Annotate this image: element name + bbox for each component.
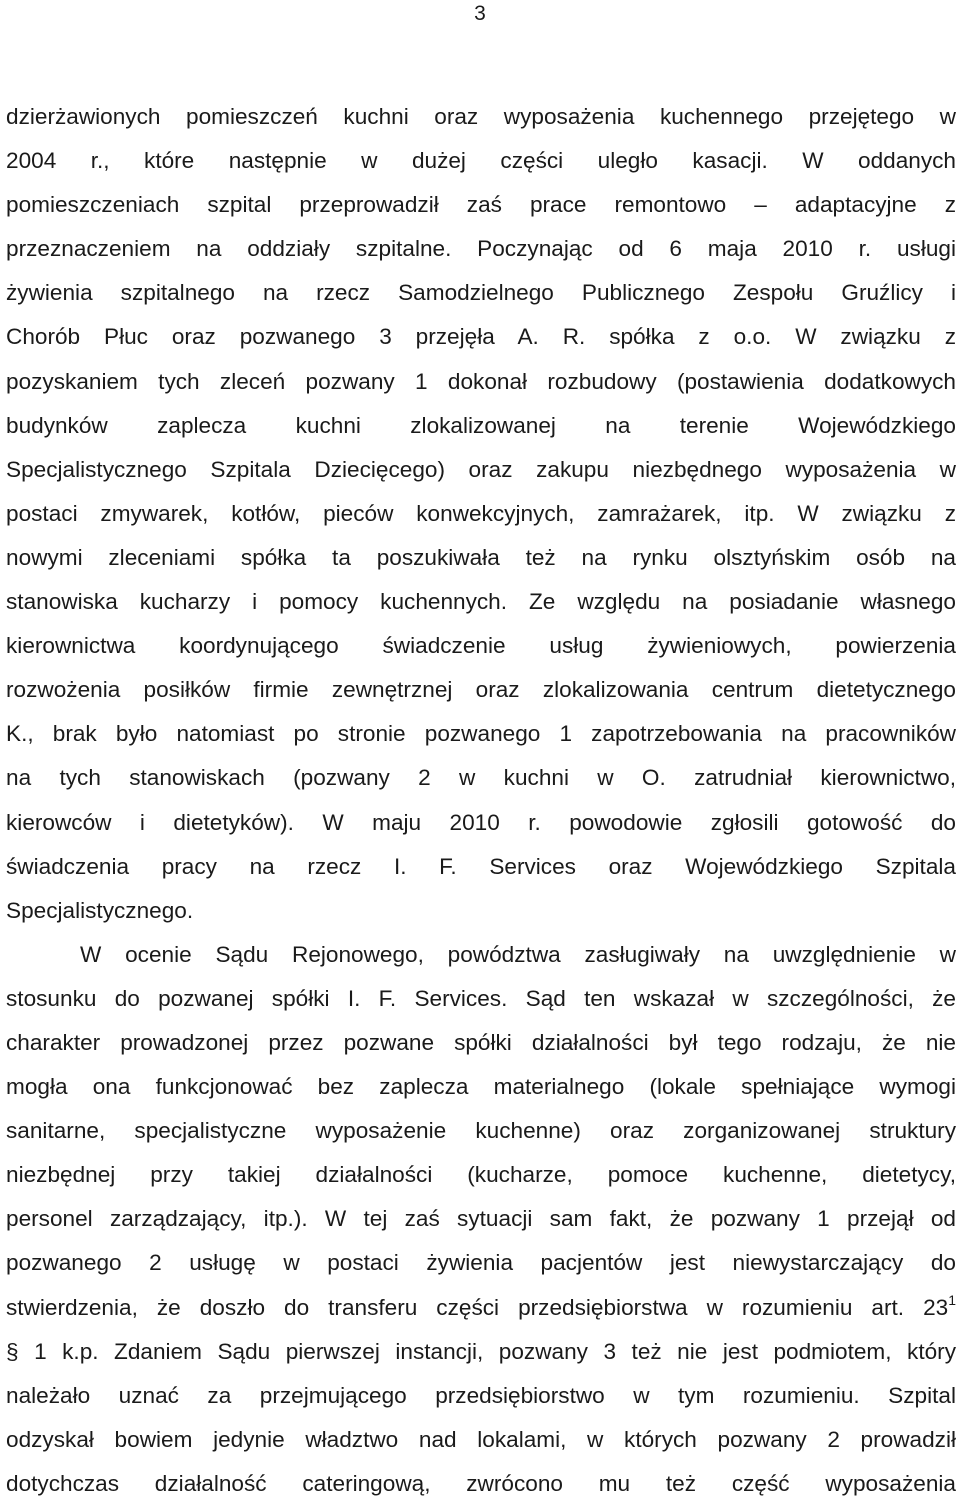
text-line: żywienia szpitalnego na rzecz Samodzielnego Publicznego Zespołu Gruźlicy i: [6, 280, 956, 306]
text-line: postaci zmywarek, kotłów, pieców konwekcyjnych, zamrażarek, itp. W związku z: [6, 500, 956, 526]
text-line: Specjalistycznego Szpitala Dziecięcego) oraz zakupu niezbędnego wyposażenia w: [6, 456, 956, 482]
document-body: [6, 95, 956, 1506]
text-line-with-footnote: [6, 1286, 956, 1330]
line-text: stwierdzenia, że doszło do transferu części przedsiębiorstwa w rozumieniu art. 23: [6, 1294, 949, 1320]
text-line: K., brak było natomiast po stronie pozwanego 1 zapotrzebowania na pracowników: [6, 721, 956, 747]
text-line: pomieszczeniach szpital przeprowadził zaś prace remontowo – adaptacyjne z: [6, 192, 956, 218]
text-line: 2004 r., które następnie w dużej części uległo kasacji. W oddanych: [6, 148, 956, 174]
text-line: § 1 k.p. Zdaniem Sądu pierwszej instancji, pozwany 3 też nie jest podmiotem, który: [6, 1338, 956, 1364]
text-line: personel zarządzający, itp.). W tej zaś sytuacji sam fakt, że pozwany 1 przejął od: [6, 1206, 956, 1232]
text-line: niezbędnej przy takiej działalności (kucharze, pomoce kuchenne, dietetycy,: [6, 1162, 956, 1188]
text-line: Specjalistycznego.: [6, 897, 194, 923]
text-line: na tych stanowiskach (pozwany 2 w kuchni w O. zatrudniał kierownictwo,: [6, 765, 956, 791]
paragraph-2: [6, 933, 956, 1506]
text-line: stosunku do pozwanej spółki I. F. Services. Sąd ten wskazał w szczególności, że: [6, 985, 956, 1011]
paragraph-1: [6, 95, 956, 933]
text-line: charakter prowadzonej przez pozwane spółki działalności był tego rodzaju, że nie: [6, 1029, 956, 1055]
page-number: 3: [474, 2, 486, 25]
text-line: dotychczas działalność cateringową, zwrócono mu też część wyposażenia: [6, 1470, 956, 1496]
text-line: pozyskaniem tych zleceń pozwany 1 dokonał rozbudowy (postawienia dodatkowych: [6, 368, 956, 394]
text-line: kierownictwa koordynującego świadczenie usług żywieniowych, powierzenia: [6, 633, 956, 659]
text-line: dzierżawionych pomieszczeń kuchni oraz wyposażenia kuchennego przejętego w: [6, 104, 956, 129]
text-line: rozwożenia posiłków firmie zewnętrznej oraz zlokalizowania centrum dietetycznego: [6, 677, 956, 703]
text-line: pozwanego 2 usługę w postaci żywienia pacjentów jest niewystarczający do: [6, 1250, 956, 1276]
text-line: budynków zaplecza kuchni zlokalizowanej na terenie Wojewódzkiego: [6, 412, 956, 438]
text-line: kierowców i dietetyków). W maju 2010 r. powodowie zgłosili gotowość do: [6, 809, 956, 835]
text-line: Chorób Płuc oraz pozwanego 3 przejęła A. R. spółka z o.o. W związku z: [6, 324, 956, 350]
text-line: świadczenia pracy na rzecz I. F. Services oraz Wojewódzkiego Szpitala: [6, 853, 956, 879]
text-line: sanitarne, specjalistyczne wyposażenie kuchenne) oraz zorganizowanej struktury: [6, 1118, 956, 1144]
text-line: stanowiska kucharzy i pomocy kuchennych. Ze względu na posiadanie własnego: [6, 589, 956, 615]
text-line: przeznaczeniem na oddziały szpitalne. Poczynając od 6 maja 2010 r. usługi: [6, 236, 956, 262]
text-line: mogła ona funkcjonować bez zaplecza materialnego (lokale spełniające wymogi: [6, 1074, 956, 1100]
text-line: należało uznać za przejmującego przedsiębiorstwo w tym rozumieniu. Szpital: [6, 1382, 956, 1408]
superscript: 1: [948, 1291, 956, 1308]
text-line: nowymi zleceniami spółka ta poszukiwała też na rynku olsztyńskim osób na: [6, 544, 956, 570]
text-line: odzyskał bowiem jedynie władztwo nad lokalami, w których pozwany 2 prowadził: [6, 1426, 956, 1452]
text-line: W ocenie Sądu Rejonowego, powództwa zasługiwały na uwzględnienie w: [80, 941, 956, 967]
